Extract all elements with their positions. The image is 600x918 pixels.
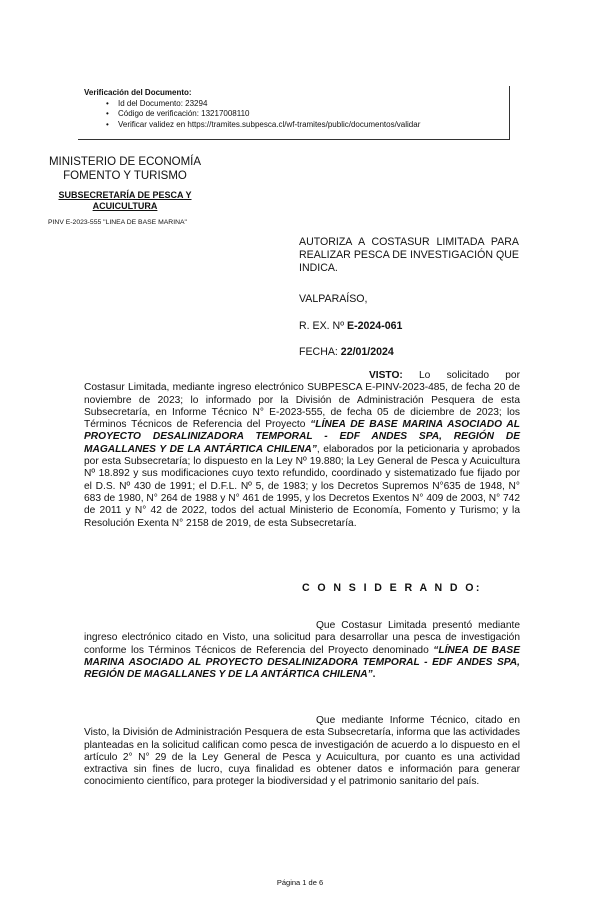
subsecretaria-name: SUBSECRETARÍA DE PESCA Y ACUICULTURA (58, 190, 192, 211)
city: VALPARAÍSO, (299, 293, 368, 305)
rex-value: E-2024-061 (347, 320, 403, 332)
visto-text-1: Lo solicitado por Costasur Limitada, mediante ingreso electrónico SUBPESCA E-PINV-2023-485, de fecha 20 de noviembre de 2023; lo informado por la División de Administración Pesquera de esta Subsecretaría, en Informe Técnico N° E-2023-555, de fecha 05 de diciembre de 2023; los Términos Técnicos de Referencia del Proyecto (84, 370, 520, 431)
considerando-1-end: . (372, 669, 376, 681)
considerando-1-project: “LÍNEA DE BASE MARINA ASOCIADO AL PROYECTO DESALINIZADORA TEMPORAL - EDF ANDES SPA, REGIÓN DE MAGALLANES Y DE LA ANTÁRTICA CHILENA” (84, 644, 520, 681)
considerando-paragraph-2: Que mediante Informe Técnico, citado en Visto, la División de Administración Pesquera de esta Subsecretaría, informa que las actividades planteadas en la solicitud califican como pesca de investigación de acuerdo a lo dispuesto en el artículo 2° N° 29 de la Ley General de Pesca y Acuicultura, por cuanto es una actividad extractiva sin fines de lucro, cuya finalidad es obtener datos e información para generar conocimiento científico, para proteger la biodiversidad y el patrimonio sanitario del país. (84, 715, 520, 788)
fecha-label: FECHA: (299, 346, 341, 358)
visto-text-2: , elaborados por la peticionaria y aprobados por esta Subsecretaría; lo dispuesto en la Ley Nº 19.880; la Ley General de Pesca y Acuicultura Nº 18.892 y sus modificaciones cuyo texto refundido, coordinado y sistematizado fue fijado por el D.S. Nº 430 de 1991; el D.F.L. Nº 5, de 1983; y los Decretos Supremos N°635 de 1948, N° 683 de 1980, N° 264 de 1988 y N° 461 de 1995, y los Decretos Exentos N° 409 de 2003, N° 742 de 2011 y N° 42 de 2022, todos del actual Ministerio de Economía, Fomento y Turismo; y la Resolución Exenta N° 2158 de 2019, de esta Subsecretaría. (84, 443, 521, 529)
visto-paragraph (84, 370, 520, 530)
rex-label: R. EX. Nº (299, 320, 348, 332)
resolution-date (299, 346, 394, 358)
visto-label: VISTO: (369, 370, 403, 381)
considerando-heading: C O N S I D E R A N D O: (302, 582, 482, 594)
ministry-header (40, 156, 210, 183)
verification-list (84, 99, 509, 131)
page-number: Página 1 de 6 (276, 878, 324, 887)
document-id: • Id del Documento: 23294 (118, 99, 509, 110)
verification-box (78, 86, 510, 140)
verification-title: Verificación del Documento: (84, 88, 192, 97)
visto-project-title: “LÍNEA DE BASE MARINA ASOCIADO AL PROYECTO DESALINIZADORA TEMPORAL - EDF ANDES SPA, REGIÓN DE MAGALLANES Y DE LA ANTÁRTICA CHILENA” (84, 419, 520, 455)
ministry-line-1: MINISTERIO DE ECONOMÍA (48, 156, 202, 168)
verification-url[interactable]: • Verificar validez en https://tramites.subpesca.cl/wf-tramites/public/documentos/validar (118, 120, 509, 131)
resolution-summary: AUTORIZA A COSTASUR LIMITADA PARA REALIZAR PESCA DE INVESTIGACIÓN QUE INDICA. (299, 236, 519, 274)
considerando-paragraph-1 (84, 620, 520, 681)
verification-code: • Código de verificación: 13217008110 (118, 109, 509, 120)
ministry-line-2: FOMENTO Y TURISMO (63, 169, 187, 182)
pinv-reference: PINV E-2023-555 "LINEA DE BASE MARINA" (48, 219, 187, 226)
fecha-value: 22/01/2024 (340, 346, 394, 358)
considerando-1-text: Que Costasur Limitada presentó mediante ingreso electrónico citado en Visto, una solicitud para desarrollar una pesca de investigación conforme los Términos Técnicos de Referencia del Proyecto denominado (84, 620, 520, 656)
resolution-number (299, 320, 402, 332)
